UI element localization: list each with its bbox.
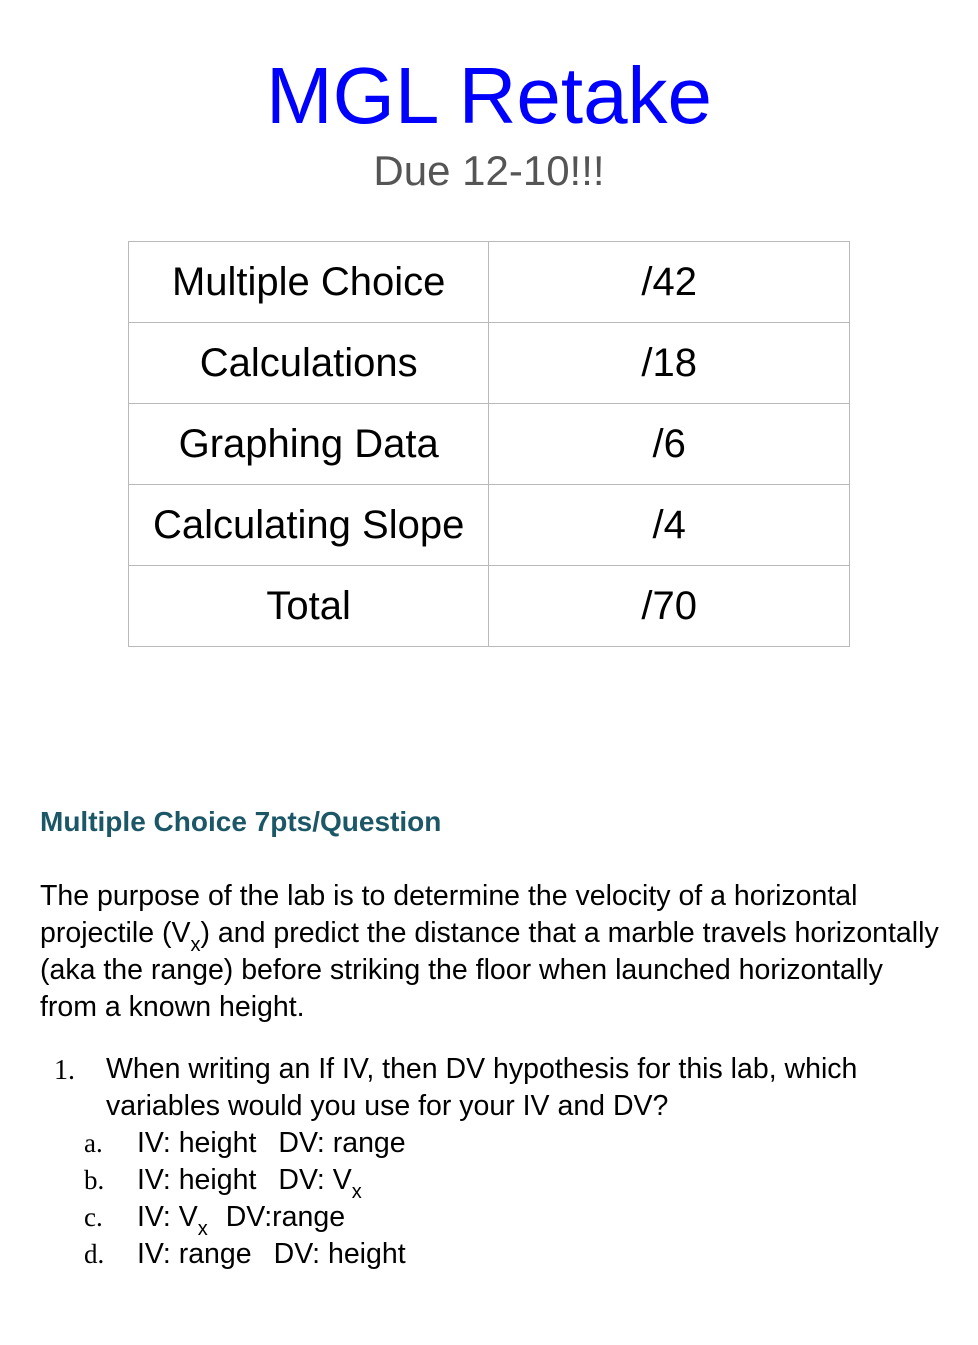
points-cell: /18: [489, 323, 850, 404]
option-letter: c.: [84, 1202, 103, 1232]
answer-option-c[interactable]: [80, 1199, 680, 1240]
category-cell: Graphing Data: [129, 404, 489, 485]
option-iv: IV: height: [137, 1127, 257, 1159]
answer-option-b[interactable]: [80, 1162, 680, 1203]
question-number: 1.: [54, 1055, 75, 1086]
subscript: x: [351, 1181, 362, 1203]
intro-text-part2: ) and predict the distance that a marble travels horizontally (aka the range) before striking the floor when launched horizontally from a known height.: [40, 917, 939, 1023]
table-row: [129, 566, 850, 647]
category-cell: Total: [129, 566, 489, 647]
table-row: [129, 323, 850, 404]
option-iv: IV: height: [137, 1164, 257, 1196]
option-iv: IV: range: [137, 1238, 252, 1270]
option-dv: DV:range: [225, 1201, 346, 1233]
category-cell: Calculations: [129, 323, 489, 404]
answer-option-d[interactable]: [80, 1236, 680, 1273]
points-cell: /6: [489, 404, 850, 485]
page-title: MGL Retake: [265, 51, 713, 140]
subscript: x: [197, 1218, 208, 1240]
intro-text-part1: The purpose of the lab is to determine the velocity of a horizontal projectile (V: [40, 880, 858, 949]
score-table: [128, 241, 850, 647]
question-text: When writing an If IV, then DV hypothesis for this lab, which variables would you use for your IV and DV?: [106, 1053, 858, 1122]
option-letter: a.: [84, 1128, 103, 1158]
due-date: Due 12-10!!!: [373, 147, 605, 194]
category-cell: Multiple Choice: [129, 242, 489, 323]
table-row: [129, 404, 850, 485]
points-cell: /42: [489, 242, 850, 323]
category-cell: Calculating Slope: [129, 485, 489, 566]
option-dv: DV: V: [278, 1164, 352, 1196]
points-cell: /4: [489, 485, 850, 566]
option-letter: b.: [84, 1165, 105, 1195]
section-heading: Multiple Choice 7pts/Question: [40, 806, 442, 837]
intro-paragraph: [40, 878, 940, 1026]
option-letter: d.: [84, 1239, 105, 1269]
answer-option-a[interactable]: [80, 1125, 680, 1162]
option-dv: DV: range: [278, 1127, 406, 1159]
option-iv: IV: V: [137, 1201, 198, 1233]
table-row: [129, 242, 850, 323]
points-cell: /70: [489, 566, 850, 647]
subscript: x: [190, 934, 201, 956]
option-dv: DV: height: [273, 1238, 406, 1270]
table-row: [129, 485, 850, 566]
